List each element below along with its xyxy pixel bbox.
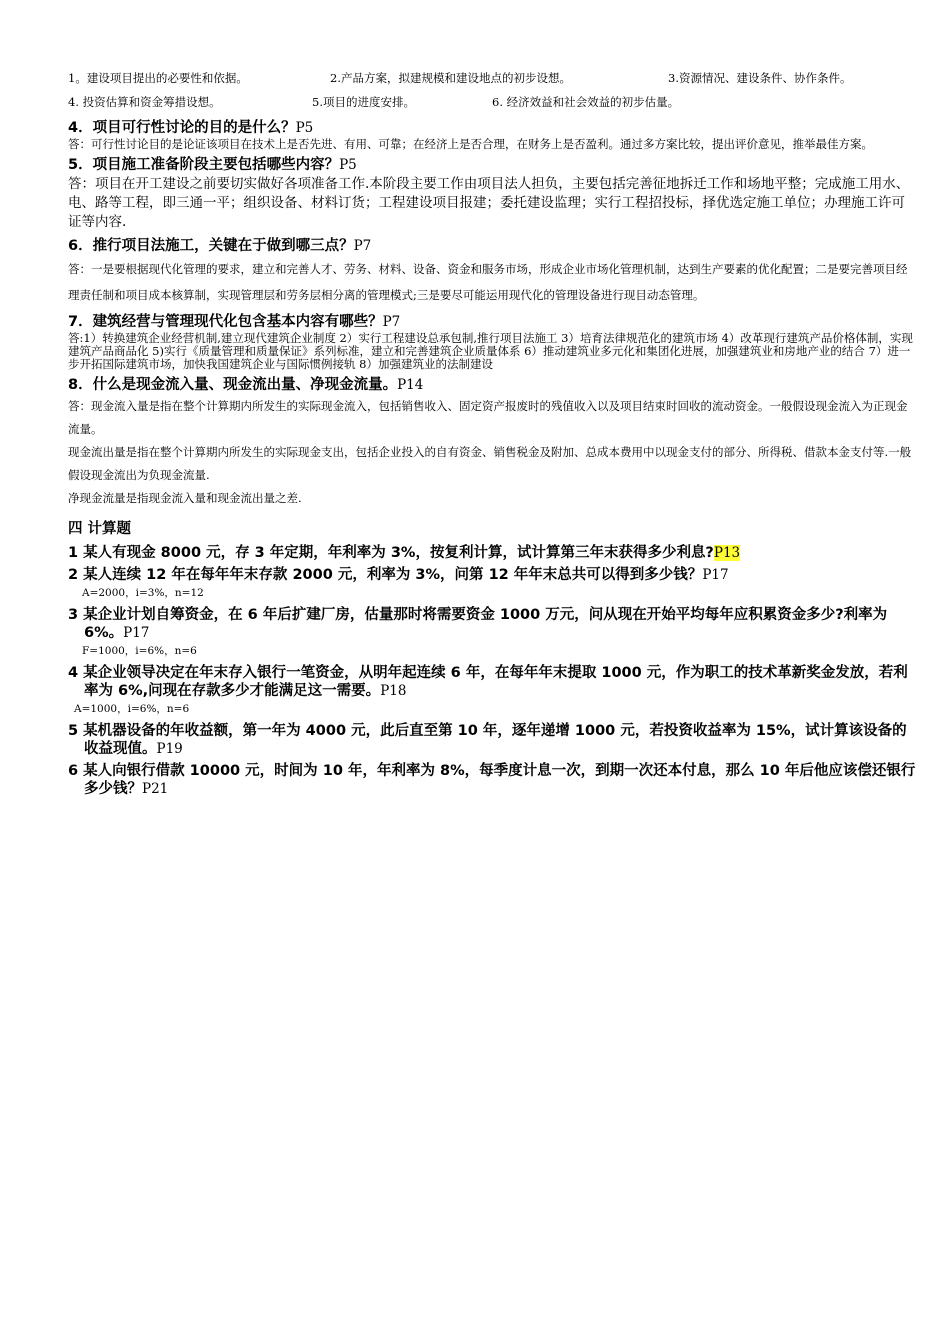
calc-3-page-ref: P17 — [123, 625, 150, 641]
calc-4 — [68, 664, 916, 700]
question-6-title: 6．推行项目法施工，关键在于做到哪三点？ — [68, 238, 354, 254]
calc-2-page-ref: P17 — [702, 567, 729, 583]
calc-4-given: A=1000，i=6%，n=6 — [74, 703, 190, 715]
question-7-answer: 答:1）转换建筑企业经营机制,建立现代建筑企业制度 2）实行工程建设总承包制,推行项目法施工 3）培育法律规范化的建筑市场 4）改革现行建筑产品价格体制，实现建筑产品商品化 5)实行《质量管理和质量保证》系列标准，建立和完善建筑企业质量体系 6）推动建筑业多元化和集团化进展，加强建筑业和房地产业的结合 7）进一步开拓国际建筑市场，加快我国建筑企业与国际惯例接轨 8）加强建筑业的法制建设 — [68, 331, 913, 371]
calc-5-page-ref: P19 — [156, 741, 183, 757]
calc-1-text: 1 某人有现金 8000 元，存 3 年定期，年利率为 3%，按复利计算，试计算第三年末获得多少利息? — [68, 545, 714, 561]
question-7-page-ref: P7 — [382, 314, 401, 330]
question-5-heading — [68, 155, 916, 175]
question-4-title: 4．项目可行性讨论的目的是什么？ — [68, 120, 296, 136]
calc-2-given: A=2000，i=3%，n=12 — [82, 587, 204, 599]
question-8-page-ref: P14 — [397, 377, 424, 393]
question-5-title: 5．项目施工准备阶段主要包括哪些内容？ — [68, 157, 340, 173]
calc-2 — [68, 566, 916, 584]
calc-1-page-ref: P13 — [713, 545, 741, 561]
intro-item-6: 6. 经济效益和社会效益的初步估量。 — [492, 95, 680, 109]
calc-6-page-ref: P21 — [142, 781, 169, 797]
question-4-answer: 答：可行性讨论目的是论证该项目在技术上是否先进、有用、可靠；在经济上是否合理，在财务上是否盈利。通过多方案比较，提出评价意见，推举最佳方案。 — [68, 137, 873, 151]
intro-item-4: 4. 投资估算和资金筹措设想。 — [68, 95, 221, 109]
intro-row-1 — [68, 66, 916, 90]
question-6-answer: 答：一是要根据现代化管理的要求，建立和完善人才、劳务、材料、设备、资金和服务市场，形成企业市场化管理机制，达到生产要素的优化配置；二是要完善项目经理责任制和项目成本核算制，实现管理层和劳务层相分离的管理模式;三是要尽可能运用现代化的管理设备进行现目动态管理。 — [68, 262, 908, 302]
question-7-title: 7．建筑经营与管理现代化包含基本内容有哪些？ — [68, 314, 383, 330]
calc-1 — [68, 544, 916, 562]
question-4-heading — [68, 118, 916, 138]
calc-3-given: F=1000，i=6%，n=6 — [82, 645, 197, 657]
question-4-page-ref: P5 — [295, 120, 314, 136]
calc-3-text: 3 某企业计划自筹资金，在 6 年后扩建厂房，估量那时将需要资金 1000 万元，问从现在开始平均每年应积累资金多少?利率为 6%。 — [68, 607, 888, 641]
question-8-answer-p1: 答：现金流入量是指在整个计算期内所发生的实际现金流入，包括销售收入、固定资产报废时的残值收入以及项目结束时回收的流动资金。一般假设现金流入为正现金流量。 — [68, 399, 908, 436]
calc-5-text: 5 某机器设备的年收益额，第一年为 4000 元，此后直至第 10 年，逐年递增 1000 元，若投资收益率为 15%，试计算该设备的收益现值。 — [68, 723, 907, 757]
question-8-answer-p2: 现金流出量是指在整个计算期内所发生的实际现金支出，包括企业投入的自有资金、销售税金及附加、总成本费用中以现金支付的部分、所得税、借款本金支付等.一般假设现金流出为负现金流量. — [68, 445, 912, 482]
intro-item-2: 2.产品方案，拟建规模和建设地点的初步设想。 — [330, 71, 571, 85]
calc-2-text: 2 某人连续 12 年在每年年末存款 2000 元，利率为 3%，问第 12 年年末总共可以得到多少钱？ — [68, 567, 703, 583]
calc-4-page-ref: P18 — [380, 683, 407, 699]
intro-item-1: 1。建设项目提出的必要性和依据。 — [68, 71, 248, 85]
intro-row-2 — [68, 90, 916, 114]
document-page — [68, 66, 916, 798]
question-6-heading — [68, 236, 916, 256]
calc-6-text: 6 某人向银行借款 10000 元，时间为 10 年，年利率为 8%，每季度计息一次，到期一次还本付息，那么 10 年后他应该偿还银行多少钱？ — [68, 763, 916, 797]
question-7-heading — [68, 312, 916, 332]
question-5-page-ref: P5 — [339, 157, 357, 173]
question-8-title: 8．什么是现金流入量、现金流出量、净现金流量。 — [68, 377, 398, 393]
question-8-heading — [68, 375, 916, 395]
intro-item-3: 3.资源情况、建设条件、协作条件。 — [668, 71, 852, 85]
calc-3 — [68, 606, 916, 642]
intro-item-5: 5.项目的进度安排。 — [312, 95, 415, 109]
calc-5 — [68, 722, 916, 758]
question-8-answer-p3: 净现金流量是指现金流入量和现金流出量之差. — [68, 491, 302, 505]
question-6-page-ref: P7 — [353, 238, 372, 254]
section-title: 四 计算题 — [68, 521, 132, 537]
calc-6 — [68, 762, 916, 798]
calc-4-text: 4 某企业领导决定在年末存入银行一笔资金，从明年起连续 6 年，在每年年末提取 1000 元，作为职工的技术革新奖金发放，若利率为 6%,问现在存款多少才能满足这一需要。 — [68, 665, 908, 699]
question-5-answer: 答：项目在开工建设之前要切实做好各项准备工作.本阶段主要工作由项目法人担负，主要包括完善征地拆迁工作和场地平整；完成施工用水、电、路等工程，即三通一平；组织设备、材料订货；工程建设项目报建；委托建设监理；实行工程招投标，择优选定施工单位；办理施工许可证等内容. — [68, 176, 910, 230]
